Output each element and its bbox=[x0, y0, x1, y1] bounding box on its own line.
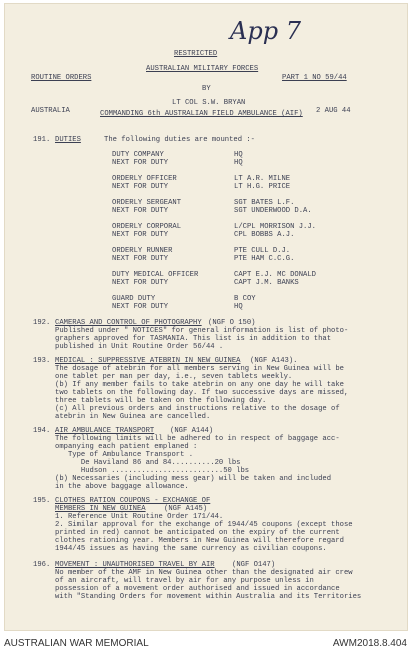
section-line: 2. Similar approval for the exchange of 1944/45 coupons (except those bbox=[55, 521, 353, 529]
duty-next-assignee: LT H.G. PRICE bbox=[234, 183, 291, 191]
section-title: MEDICAL : SUPPRESSIVE ATEBRIN IN NEW GUINEA bbox=[55, 357, 241, 365]
section-title: AIR AMBULANCE TRANSPORT bbox=[55, 427, 155, 435]
duty-assignee: PTE CULL D.J. bbox=[234, 247, 291, 255]
section-line: (b) Necessaries (including mess gear) will be taken and included bbox=[55, 475, 332, 483]
section-ref: (NGF A144) bbox=[170, 427, 214, 435]
duty-next-assignee: CAPT J.M. BANKS bbox=[234, 279, 299, 287]
commander-name: LT COL S.W. BRYAN bbox=[172, 99, 246, 107]
duty-role: ORDERLY SERGEANT bbox=[112, 199, 182, 207]
duty-assignee: B COY bbox=[234, 295, 256, 303]
section-line: De Haviland 86 and 84..........20 lbs bbox=[55, 459, 241, 467]
footer-accession: AWM2018.8.404 bbox=[332, 638, 407, 649]
duty-next-label: NEXT FOR DUTY bbox=[112, 231, 169, 239]
section-title: DUTIES bbox=[55, 136, 81, 144]
section-line: with "Standing Orders for movement within Australia and its Territories bbox=[55, 593, 362, 601]
section-intro: The following duties are mounted :- bbox=[104, 136, 255, 144]
section-line: graphers approved for TASMANIA. This list is in addition to that bbox=[55, 335, 332, 343]
section-title: CLOTHES RATION COUPONS - EXCHANGE OF bbox=[55, 497, 211, 505]
duty-next-label: NEXT FOR DUTY bbox=[112, 303, 169, 311]
duty-role: DUTY MEDICAL OFFICER bbox=[112, 271, 199, 279]
duty-assignee: SGT BATES L.F. bbox=[234, 199, 295, 207]
archive-footer bbox=[0, 633, 411, 653]
section-line: 1. Reference Unit Routine Order 171/44. bbox=[55, 513, 224, 521]
section-line: three tablets will be taken on the following day. bbox=[55, 397, 267, 405]
commanding-unit: COMMANDING 6th AUSTRALIAN FIELD AMBULANCE (AIF) bbox=[100, 110, 303, 118]
duty-next-label: NEXT FOR DUTY bbox=[112, 255, 169, 263]
section-line: published in Unit Routine Order 56/44 . bbox=[55, 343, 224, 351]
section-line: Hudson ..........................50 lbs bbox=[55, 467, 250, 475]
duty-next-assignee: CPL BOBBS A.J. bbox=[234, 231, 295, 239]
duty-next-label: NEXT FOR DUTY bbox=[112, 279, 169, 287]
classification-label: RESTRICTED bbox=[174, 50, 218, 58]
duty-assignee: CAPT E.J. MC DONALD bbox=[234, 271, 316, 279]
section-line: printed in red) cannot be anticipated on the expiry of the current bbox=[55, 529, 340, 537]
section-line: The following limits will be adhered to in respect of baggage acc- bbox=[55, 435, 340, 443]
duty-next-label: NEXT FOR DUTY bbox=[112, 207, 169, 215]
section-line: one tablet per man per day, i.e., seven tablets weekly. bbox=[55, 373, 293, 381]
section-line: possession of a movement order authorised and issued in accordance bbox=[55, 585, 340, 593]
section-line: in the above baggage allowance. bbox=[55, 483, 189, 491]
section-title-cont: MEMBERS IN NEW GUINEA bbox=[55, 505, 146, 513]
duty-next-assignee: PTE HAM C.C.G. bbox=[234, 255, 295, 263]
document-page bbox=[4, 3, 408, 631]
section-title: MOVEMENT : UNAUTHORISED TRAVEL BY AIR bbox=[55, 561, 215, 569]
section-ref: (NGF O 150) bbox=[208, 319, 256, 327]
routine-orders-label: ROUTINE ORDERS bbox=[31, 74, 92, 82]
duty-next-assignee: HQ bbox=[234, 303, 243, 311]
section-line: 1944/45 issues as having the same currency as civilian coupons. bbox=[55, 545, 327, 553]
section-line: of an aircraft, will travel by air for any purpose unless in bbox=[55, 577, 314, 585]
duty-role: ORDERLY RUNNER bbox=[112, 247, 173, 255]
section-ref: (NGF O147) bbox=[232, 561, 276, 569]
section-line: Published under " NOTICES" for general information is list of photo- bbox=[55, 327, 349, 335]
section-ref: (NGF A145) bbox=[164, 505, 208, 513]
order-date: 2 AUG 44 bbox=[316, 107, 351, 115]
section-number: 192. bbox=[33, 319, 51, 327]
section-number: 196. bbox=[33, 561, 51, 569]
country-label: AUSTRALIA bbox=[31, 107, 70, 115]
duty-role: ORDERLY OFFICER bbox=[112, 175, 177, 183]
section-number: 193. bbox=[33, 357, 51, 365]
section-line: clothes rationing year. Members in New Guinea will therefore regard bbox=[55, 537, 344, 545]
section-line: Type of Ambulance Transport . bbox=[55, 451, 194, 459]
section-line: atebrin in New Guinea are cancelled. bbox=[55, 413, 211, 421]
footer-credit: AUSTRALIAN WAR MEMORIAL bbox=[4, 638, 149, 649]
section-line: ompanying each patient emplaned : bbox=[55, 443, 198, 451]
section-number: 195. bbox=[33, 497, 51, 505]
section-number: 191. bbox=[33, 136, 51, 144]
section-line: The dosage of atebrin for all members serving in New Guinea will be bbox=[55, 365, 344, 373]
section-title: CAMERAS AND CONTROL OF PHOTOGRAPHY bbox=[55, 319, 202, 327]
section-ref: (NGF A143). bbox=[250, 357, 298, 365]
section-line: No member of the AMF in New Guinea other than the designated air crew bbox=[55, 569, 353, 577]
duty-next-assignee: SGT UNDERWOOD D.A. bbox=[234, 207, 312, 215]
duty-role: GUARD DUTY bbox=[112, 295, 156, 303]
handwritten-annotation: App 7 bbox=[230, 17, 301, 45]
section-number: 194. bbox=[33, 427, 51, 435]
section-line: (c) All previous orders and instructions relative to the dosage of bbox=[55, 405, 340, 413]
section-line: two tablets on the following day. If two successive days are missed, bbox=[55, 389, 349, 397]
duty-assignee: HQ bbox=[234, 151, 243, 159]
duty-role: ORDERLY CORPORAL bbox=[112, 223, 182, 231]
duty-assignee: LT A.R. MILNE bbox=[234, 175, 291, 183]
duty-next-assignee: HQ bbox=[234, 159, 243, 167]
duty-role: DUTY COMPANY bbox=[112, 151, 164, 159]
by-label: BY bbox=[202, 85, 211, 93]
duty-assignee: L/CPL MORRISON J.J. bbox=[234, 223, 316, 231]
duty-next-label: NEXT FOR DUTY bbox=[112, 159, 169, 167]
part-number: PART 1 NO 59/44 bbox=[282, 74, 347, 82]
org-title: AUSTRALIAN MILITARY FORCES bbox=[146, 65, 259, 73]
duty-next-label: NEXT FOR DUTY bbox=[112, 183, 169, 191]
section-line: (b) If any member fails to take atebrin on any one day he will take bbox=[55, 381, 344, 389]
